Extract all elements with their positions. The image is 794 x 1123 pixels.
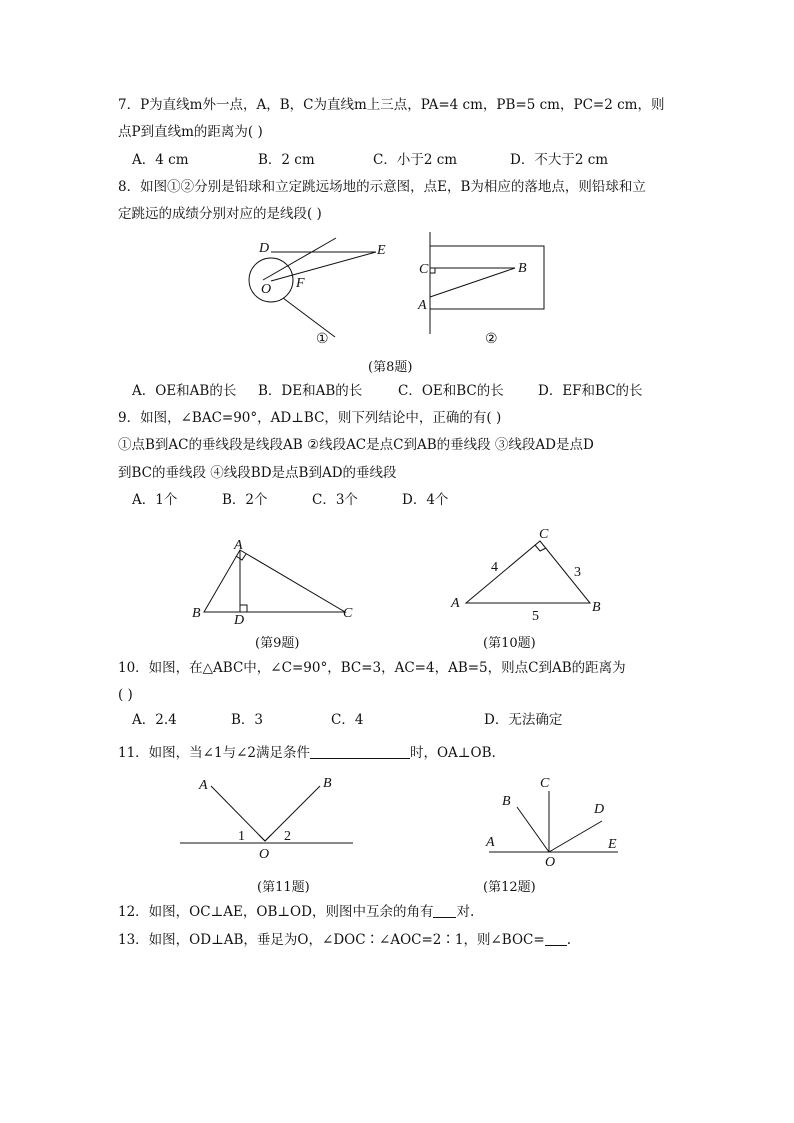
q12-answer-blank[interactable] bbox=[433, 904, 456, 918]
fig10-label-c: C bbox=[539, 527, 549, 542]
fig11-angle-1: 1 bbox=[238, 829, 245, 844]
fig12-label-a: A bbox=[486, 835, 495, 850]
fig8-caption: (第8题) bbox=[368, 360, 413, 375]
q10-option-d: D．无法确定 bbox=[484, 712, 563, 728]
fig8-label-a: A bbox=[418, 298, 427, 313]
right-angle-mark-o bbox=[259, 835, 271, 841]
fig12-label-c: C bbox=[540, 776, 550, 791]
q7-line1: 7．P为直线m外一点，A，B，C为直线m上三点，PA=4 cm，PB=5 cm，PC=2 cm，则 bbox=[118, 97, 665, 113]
q10-option-b: B．3 bbox=[231, 712, 264, 728]
fig11-label-b: B bbox=[323, 776, 332, 791]
q10-option-a: A．2.4 bbox=[132, 712, 177, 728]
fig8-label-d: D bbox=[259, 241, 270, 256]
q8-option-b: B．DE和AB的长 bbox=[258, 383, 363, 399]
q13-text-before-blank: 13．如图，OD⊥AB，垂足为O，∠DOC∶∠AOC=2∶1，则∠BOC= bbox=[118, 932, 545, 948]
ray-od bbox=[549, 821, 602, 852]
fig8-label-o: O bbox=[261, 282, 272, 297]
fig9-label-a: A bbox=[234, 538, 243, 553]
fig10-label-b: B bbox=[592, 600, 601, 615]
fig11-caption: (第11题) bbox=[257, 880, 310, 895]
q9-line3: 到BC的垂线段 ④线段BD是点B到AD的垂线段 bbox=[118, 465, 397, 481]
q8-option-d: D．EF和BC的长 bbox=[538, 383, 643, 399]
q10-line2: ( ) bbox=[118, 687, 133, 703]
q7-option-c: C．小于2 cm bbox=[373, 152, 458, 168]
q7-option-a: A．4 cm bbox=[132, 152, 189, 168]
fig12-label-o: O bbox=[545, 855, 556, 870]
fig11-diagram bbox=[180, 786, 353, 843]
fig10-side-bc: 3 bbox=[574, 565, 581, 580]
triangle-abc bbox=[204, 550, 345, 612]
segment-ab bbox=[430, 268, 515, 297]
q8-line1: 8．如图①②分别是铅球和立定跳远场地的示意图，点E，B为相应的落地点，则铅球和立 bbox=[118, 179, 646, 195]
fig12-label-d: D bbox=[594, 802, 605, 817]
fig8-label-e: E bbox=[377, 243, 386, 258]
q7-line2: 点P到直线m的距离为( ) bbox=[118, 124, 263, 140]
fig10-side-ac: 4 bbox=[491, 560, 498, 575]
fig8-longjump-diagram bbox=[430, 232, 544, 334]
q9-option-d: D．4个 bbox=[402, 492, 449, 508]
q8-line2: 定跳远的成绩分别对应的是线段( ) bbox=[118, 206, 322, 222]
q11-line1 bbox=[118, 744, 496, 762]
q9-option-b: B．2个 bbox=[222, 492, 268, 508]
fig9-label-b: B bbox=[192, 606, 201, 621]
fig12-caption: (第12题) bbox=[483, 880, 536, 895]
fig11-angle-2: 2 bbox=[284, 829, 291, 844]
q12-line bbox=[118, 903, 474, 921]
q10-option-c: C．4 bbox=[331, 712, 364, 728]
q13-text-after-blank: . bbox=[566, 932, 571, 948]
q7-option-d: D．不大于2 cm bbox=[510, 152, 609, 168]
fig9-diagram bbox=[204, 550, 345, 612]
sector-line-upper bbox=[263, 238, 336, 280]
fig9-label-d: D bbox=[234, 613, 245, 628]
q13-line bbox=[118, 931, 571, 949]
fig12-label-e: E bbox=[608, 837, 617, 852]
q7-option-b: B．2 cm bbox=[258, 152, 315, 168]
q12-text-before-blank: 12．如图，OC⊥AE，OB⊥OD，则图中互余的角有 bbox=[118, 904, 434, 920]
fig12-label-b: B bbox=[502, 794, 511, 809]
q11-text-after-blank: 时，OA⊥OB. bbox=[409, 745, 496, 761]
q8-option-c: C．OE和BC的长 bbox=[398, 383, 504, 399]
fig8-label-f: F bbox=[296, 276, 305, 291]
ray-ob bbox=[265, 786, 320, 841]
fig11-label-o: O bbox=[259, 847, 270, 862]
q8-option-a: A．OE和AB的长 bbox=[132, 383, 237, 399]
q9-line2: ①点B到AC的垂线段是线段AB ②线段AC是点C到AB的垂线段 ③线段AD是点D bbox=[118, 437, 594, 453]
q13-answer-blank[interactable] bbox=[545, 932, 567, 946]
q9-line1: 9．如图，∠BAC=90°，AD⊥BC，则下列结论中，正确的有( ) bbox=[118, 410, 502, 426]
fig8-label-c: C bbox=[419, 262, 429, 277]
fig9-caption: (第9题) bbox=[255, 636, 300, 651]
fig10-caption: (第10题) bbox=[483, 636, 536, 651]
fig9-label-c: C bbox=[343, 606, 353, 621]
fig10-label-a: A bbox=[451, 596, 460, 611]
q11-text-before-blank: 11．如图，当∠1与∠2满足条件 bbox=[118, 745, 310, 761]
triangle-abc bbox=[466, 541, 590, 603]
fig8-label-1: ① bbox=[316, 332, 329, 347]
q10-line1: 10．如图，在△ABC中，∠C=90°，BC=3，AC=4，AB=5，则点C到AB的距离为 bbox=[118, 660, 626, 676]
ray-ob bbox=[517, 807, 549, 852]
fig8-label-b: B bbox=[518, 261, 527, 276]
q9-option-c: C．3个 bbox=[312, 492, 358, 508]
q12-text-after-blank: 对. bbox=[456, 904, 475, 920]
fig8-label-2: ② bbox=[485, 332, 498, 347]
fig10-diagram bbox=[466, 541, 590, 603]
q11-answer-blank[interactable] bbox=[310, 745, 410, 759]
fig10-side-ab: 5 bbox=[532, 609, 539, 624]
q9-option-a: A．1个 bbox=[132, 492, 178, 508]
right-angle-mark-d bbox=[240, 605, 247, 612]
right-angle-mark bbox=[430, 268, 435, 273]
fig11-label-a: A bbox=[199, 778, 208, 793]
